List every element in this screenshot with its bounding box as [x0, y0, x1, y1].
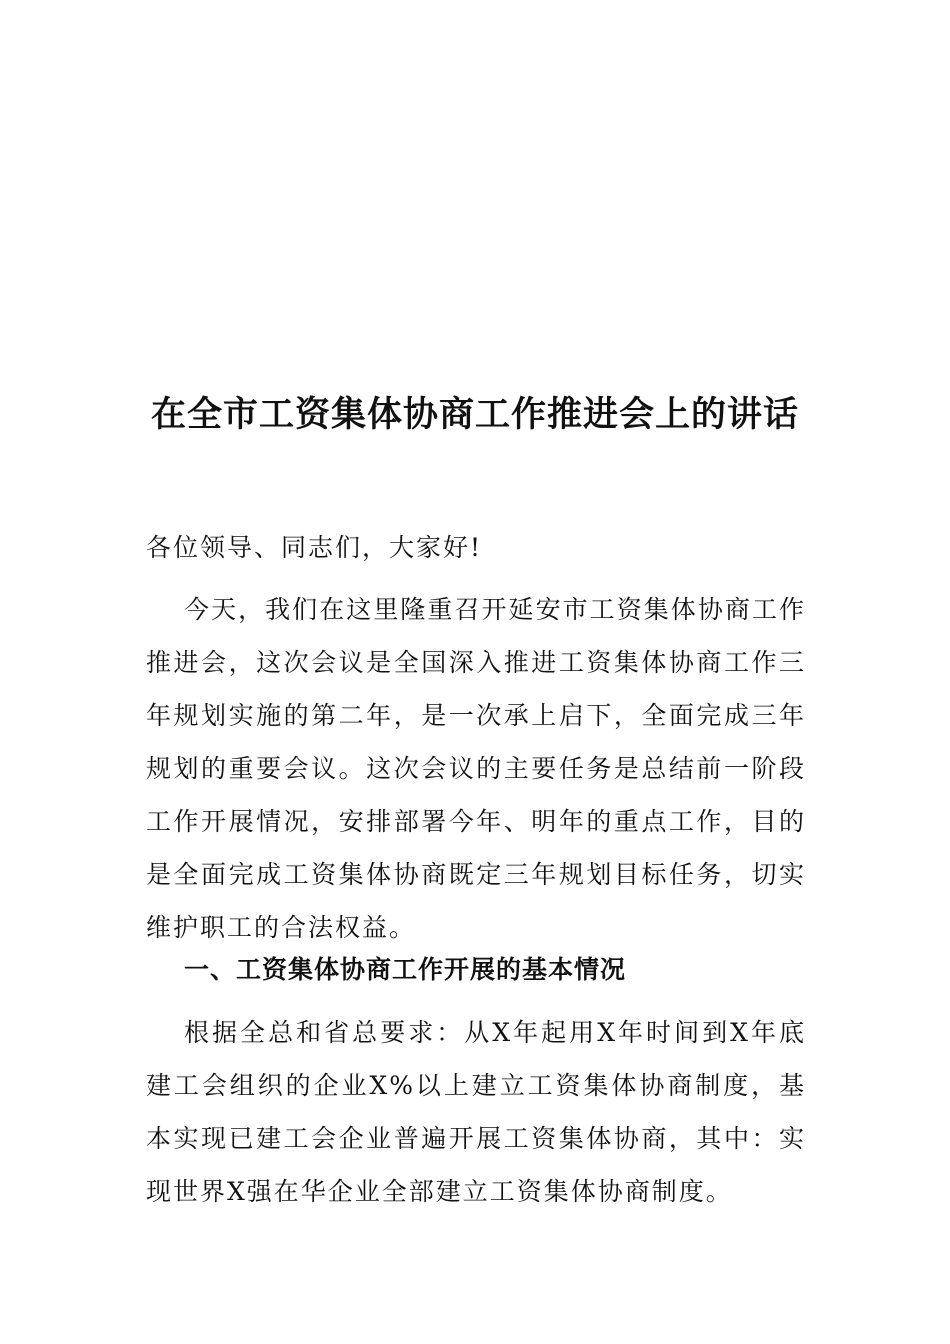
section-heading-1: 一、工资集体协商工作开展的基本情况: [184, 955, 627, 984]
body-paragraph-1: 今天，我们在这里隆重召开延安市工资集体协商工作推进会，这次会议是全国深入推进工资集体协商工作三年规划实施的第二年，是一次承上启下，全面完成三年规划的重要会议。这次会议的主要任务是总结前一阶段工作开展情况，安排部署今年、明年的重点工作，目的是全面完成工资集体协商既定三年规划目标任务，切实维护职工的合法权益。: [146, 595, 806, 942]
document-title: 在全市工资集体协商工作推进会上的讲话: [150, 394, 799, 435]
body-paragraph-2: 根据全总和省总要求：从X年起用X年时间到X年底建工会组织的企业X%以上建立工资集体协商制度，基本实现已建工会企业普遍开展工资集体协商，其中：实现世界X强在华企业全部建立工资集体协商制度。: [146, 1018, 806, 1206]
greeting-line: 各位领导、同志们，大家好!: [146, 533, 483, 562]
